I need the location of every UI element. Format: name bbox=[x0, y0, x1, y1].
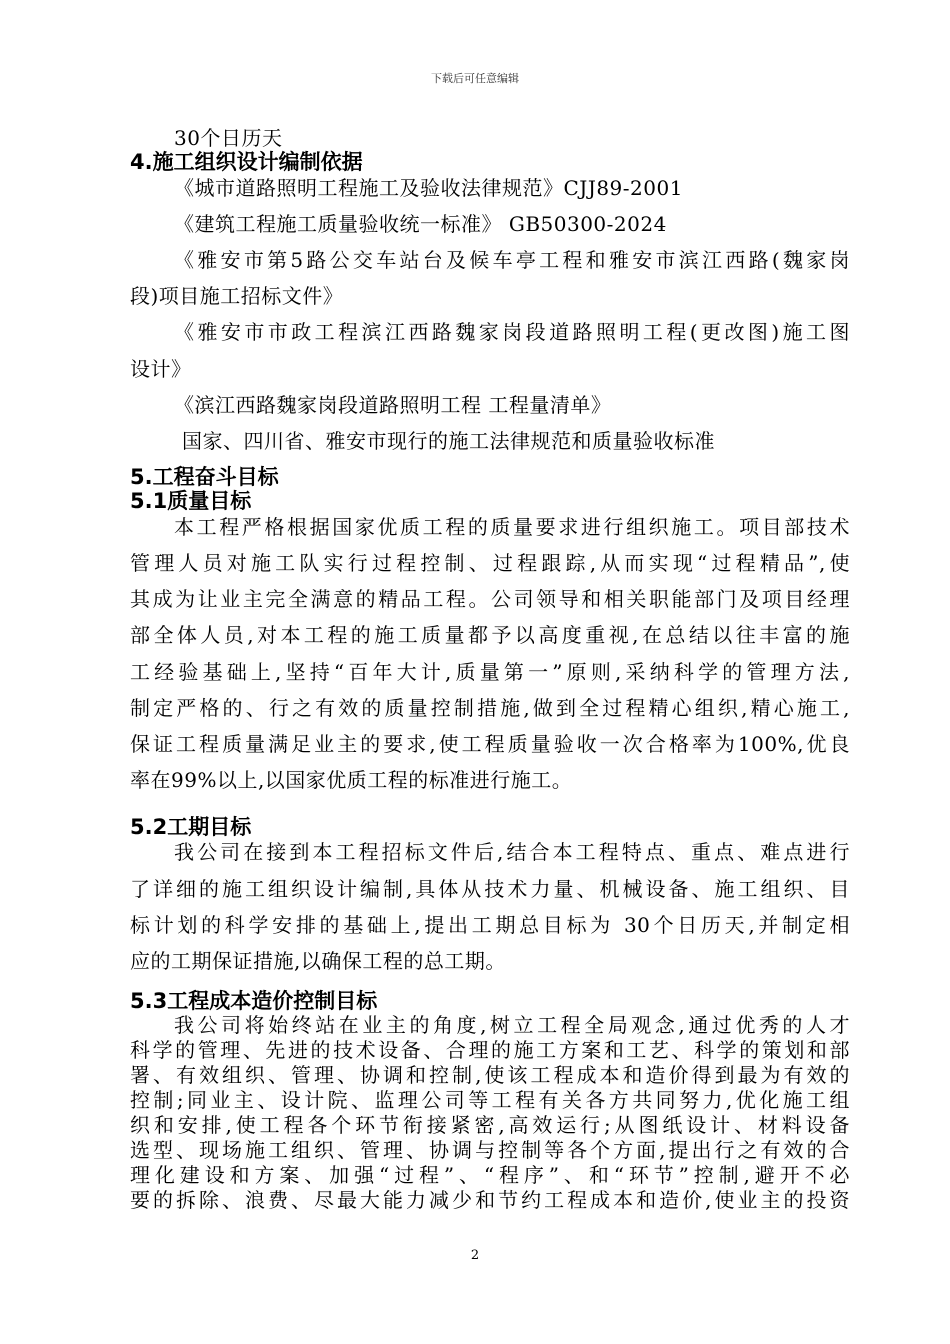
paragraph-line: 理化建设和方案、加强“过程”、“程序”、和“环节”控制,避开不必 bbox=[130, 1163, 850, 1187]
paragraph-line: 制定严格的、行之有效的质量控制措施,做到全过程精心组织,精心施工, bbox=[130, 696, 850, 720]
paragraph-line: 保证工程质量满足业主的要求,使工程质量验收一次合格率为100%,优良 bbox=[130, 732, 850, 756]
reference-item: 《城市道路照明工程施工及验收法律规范》CJJ89-2001 bbox=[174, 176, 683, 200]
paragraph-line: 率在99%以上,以国家优质工程的标准进行施工。 bbox=[130, 768, 573, 792]
paragraph-line: 应的工期保证措施,以确保工程的总工期。 bbox=[130, 949, 506, 973]
paragraph-line: 控制;同业主、设计院、监理公司等工程有关各方共同努力,优化施工组 bbox=[130, 1088, 850, 1112]
paragraph-line: 本工程严格根据国家优质工程的质量要求进行组织施工。项目部技术 bbox=[174, 515, 850, 539]
paragraph-line: 署、有效组织、管理、协调和控制,使该工程成本和造价得到最为有效的 bbox=[130, 1063, 850, 1087]
reference-item-cont: 设计》 bbox=[130, 357, 192, 381]
reference-item: 国家、四川省、雅安市现行的施工法律规范和质量验收标准 bbox=[182, 429, 715, 453]
section-5-3-heading: 5.3工程成本造价控制目标 bbox=[130, 989, 378, 1013]
paragraph-line: 织和安排,使工程各个环节衔接紧密,高效运行;从图纸设计、材料设备 bbox=[130, 1113, 850, 1137]
paragraph-line: 标计划的科学安排的基础上,提出工期总目标为 30个日历天,并制定相 bbox=[130, 913, 850, 937]
reference-item: 《雅安市市政工程滨江西路魏家岗段道路照明工程(更改图)施工图 bbox=[174, 320, 850, 344]
reference-item: 《建筑工程施工质量验收统一标准》 GB50300-2024 bbox=[174, 212, 667, 236]
paragraph-line: 管理人员对施工队实行过程控制、过程跟踪,从而实现“过程精品”,使 bbox=[130, 551, 850, 575]
section-4-heading: 4.施工组织设计编制依据 bbox=[130, 150, 363, 174]
paragraph-line: 我公司将始终站在业主的角度,树立工程全局观念,通过优秀的人才 bbox=[174, 1013, 850, 1037]
paragraph-line: 科学的管理、先进的技术设备、合理的施工方案和工艺、科学的策划和部 bbox=[130, 1038, 850, 1062]
paragraph-line: 其成为让业主完全满意的精品工程。公司领导和相关职能部门及项目经理 bbox=[130, 587, 850, 611]
paragraph-line: 了详细的施工组织设计编制,具体从技术力量、机械设备、施工组织、目 bbox=[130, 877, 850, 901]
page-number: 2 bbox=[470, 1248, 480, 1263]
header-note: 下载后可任意编辑 bbox=[431, 72, 519, 85]
section-5-1-heading: 5.1质量目标 bbox=[130, 489, 252, 513]
paragraph-line: 我公司在接到本工程招标文件后,结合本工程特点、重点、难点进行 bbox=[174, 840, 850, 864]
reference-item: 《滨江西路魏家岗段道路照明工程 工程量清单》 bbox=[174, 393, 612, 417]
paragraph-line: 要的拆除、浪费、尽最大能力减少和节约工程成本和造价,使业主的投资 bbox=[130, 1188, 850, 1212]
section-5-heading: 5.工程奋斗目标 bbox=[130, 465, 279, 489]
paragraph-line: 选型、现场施工组织、管理、协调与控制等各个方面,提出行之有效的合 bbox=[130, 1138, 850, 1162]
reference-item: 《雅安市第5路公交车站台及候车亭工程和雅安市滨江西路(魏家岗 bbox=[174, 248, 850, 272]
duration-line: 30个日历天 bbox=[174, 126, 283, 150]
reference-item-cont: 段)项目施工招标文件》 bbox=[130, 284, 344, 308]
section-5-2-heading: 5.2工期目标 bbox=[130, 815, 252, 839]
paragraph-line: 部全体人员,对本工程的施工质量都予以高度重视,在总结以往丰富的施 bbox=[130, 623, 850, 647]
paragraph-line: 工经验基础上,坚持“百年大计,质量第一”原则,采纳科学的管理方法, bbox=[130, 660, 850, 684]
